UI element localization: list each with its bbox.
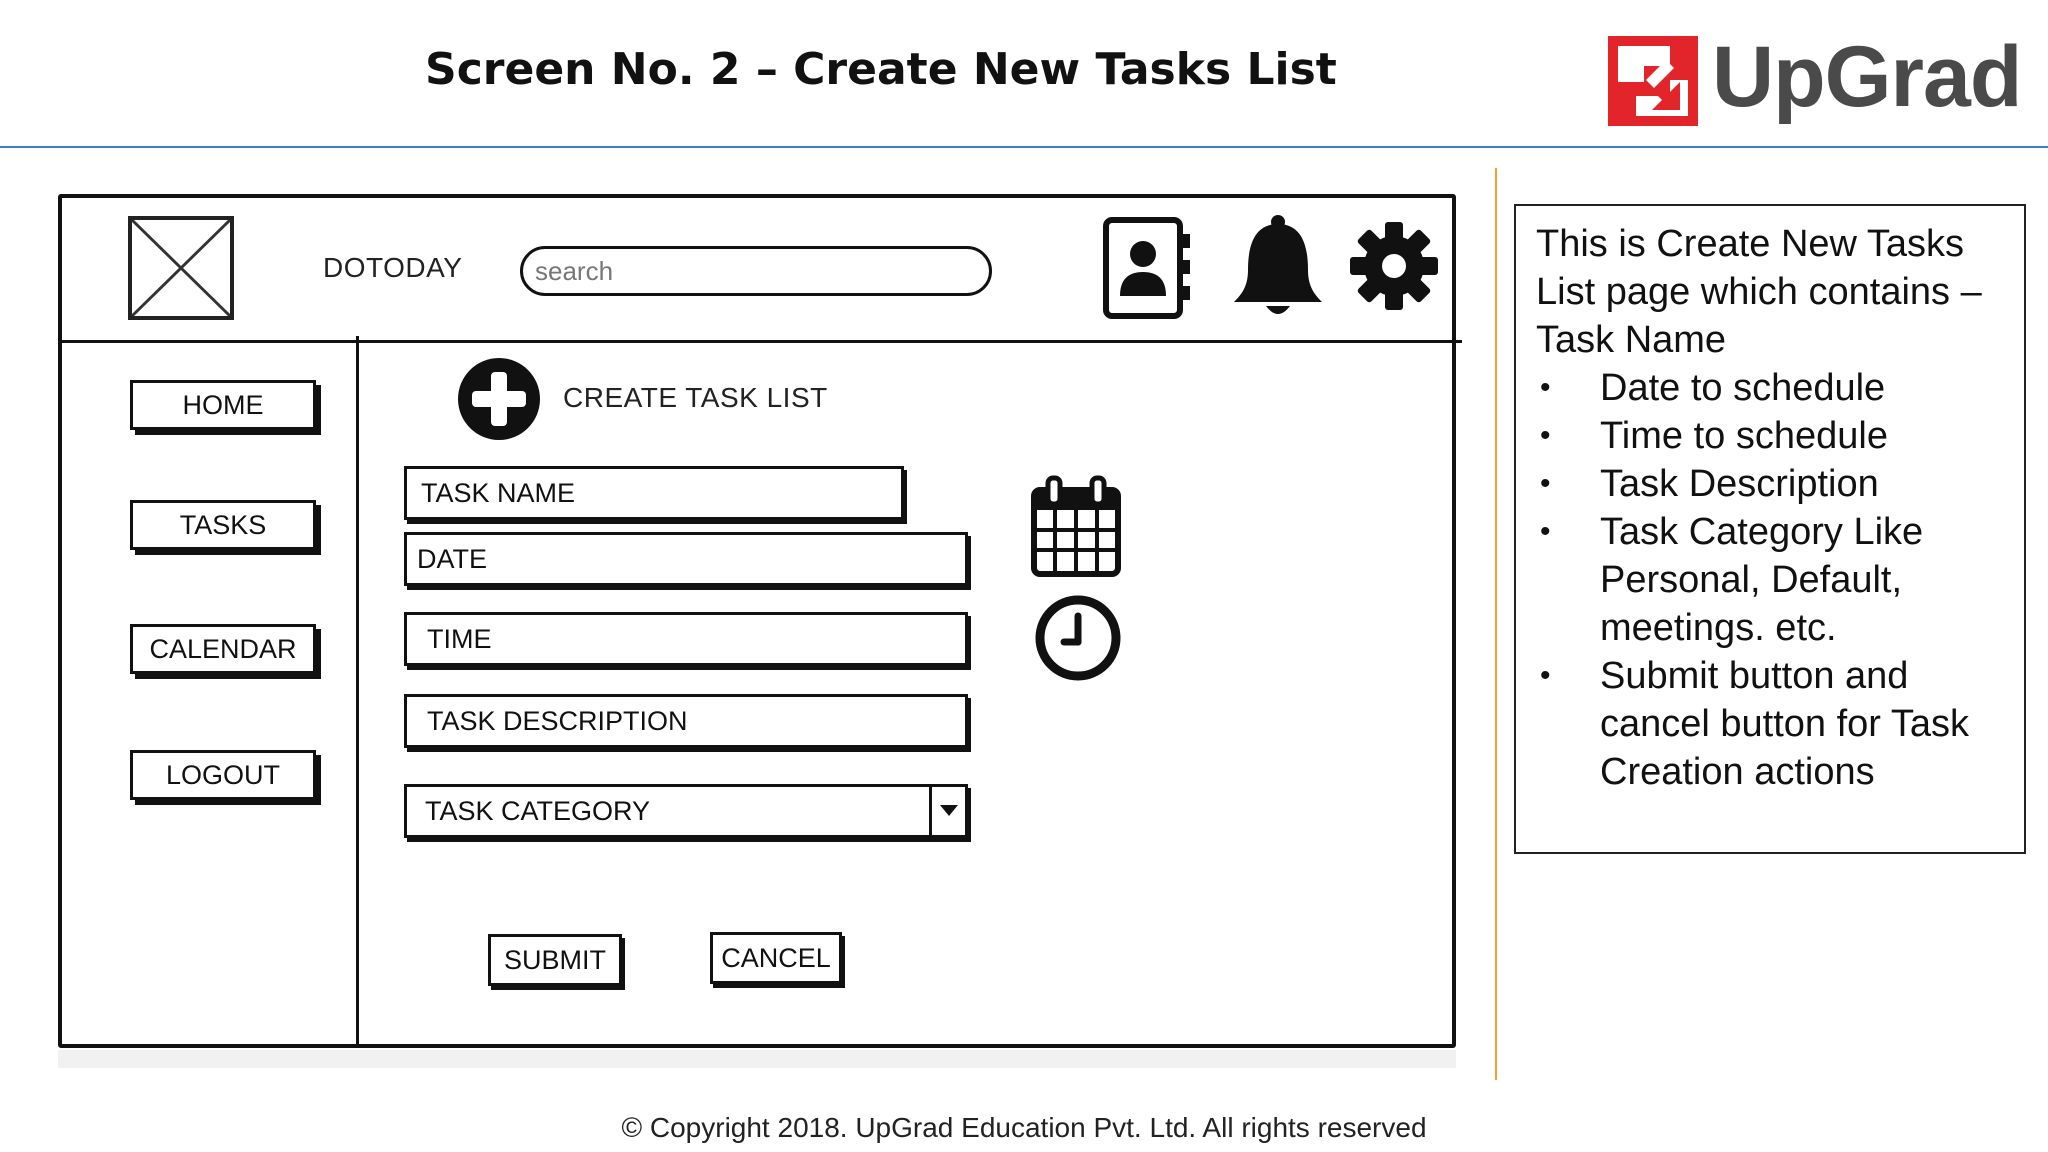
app-name: DOTODAY	[323, 252, 463, 283]
description-bullet: • Task Category Like Personal, Default, meetings. etc.	[1536, 508, 2004, 652]
description-list	[1536, 364, 2004, 796]
time-field[interactable]	[404, 612, 968, 666]
wireframe-shadow	[58, 1050, 1456, 1068]
description-bullet: • Submit button and cancel button for Task Creation actions	[1536, 652, 2004, 796]
sidebar-item-home[interactable]: HOME	[130, 380, 316, 430]
clock-icon[interactable]	[1034, 594, 1122, 682]
dropdown-arrow[interactable]	[929, 787, 965, 835]
calendar-icon[interactable]	[1030, 474, 1122, 578]
sidebar-divider	[356, 336, 359, 1048]
upgrad-logo	[1608, 29, 2028, 130]
app-logo-placeholder	[128, 216, 234, 320]
upgrad-logo-mark-icon	[1608, 36, 1698, 126]
vertical-divider	[1495, 168, 1497, 1080]
chevron-down-icon	[940, 805, 958, 817]
cancel-button[interactable]: CANCEL	[710, 932, 842, 984]
sidebar-item-tasks[interactable]: TASKS	[130, 500, 316, 550]
header-rule	[0, 146, 2048, 148]
task-category-select[interactable]	[404, 784, 968, 838]
date-field[interactable]	[404, 532, 968, 586]
task-category-label: TASK CATEGORY	[425, 795, 651, 826]
description-intro: This is Create New Tasks List page which contains – Task Name	[1536, 223, 1982, 361]
form-heading: CREATE TASK LIST	[563, 382, 828, 413]
search-input[interactable]	[520, 246, 992, 296]
slide-title: Screen No. 2 – Create New Tasks List	[425, 44, 1337, 95]
sidebar-item-calendar[interactable]: CALENDAR	[130, 624, 316, 674]
time-label: TIME	[427, 623, 492, 654]
contacts-icon[interactable]	[1102, 216, 1194, 320]
description-bullet: • Task Description	[1536, 460, 2004, 508]
copyright-footer: © Copyright 2018. UpGrad Education Pvt. Ltd. All rights reserved	[621, 1112, 1427, 1143]
task-description-field[interactable]	[404, 694, 968, 748]
gear-icon[interactable]	[1348, 220, 1440, 312]
task-name-field[interactable]	[404, 466, 904, 520]
submit-button[interactable]: SUBMIT	[488, 934, 622, 986]
task-name-label: TASK NAME	[421, 477, 576, 508]
brand-name: UpGrad	[1712, 29, 2022, 125]
date-label: DATE	[417, 543, 488, 574]
task-description-label: TASK DESCRIPTION	[427, 705, 688, 736]
description-bullet: • Time to schedule	[1536, 412, 2004, 460]
plus-circle-icon[interactable]	[456, 356, 542, 442]
description-box	[1514, 204, 2026, 854]
description-bullet: • Date to schedule	[1536, 364, 2004, 412]
image-placeholder-icon	[132, 220, 230, 316]
bell-icon[interactable]	[1228, 212, 1328, 322]
topbar-divider	[58, 340, 1462, 343]
sidebar-item-logout[interactable]: LOGOUT	[130, 750, 316, 800]
